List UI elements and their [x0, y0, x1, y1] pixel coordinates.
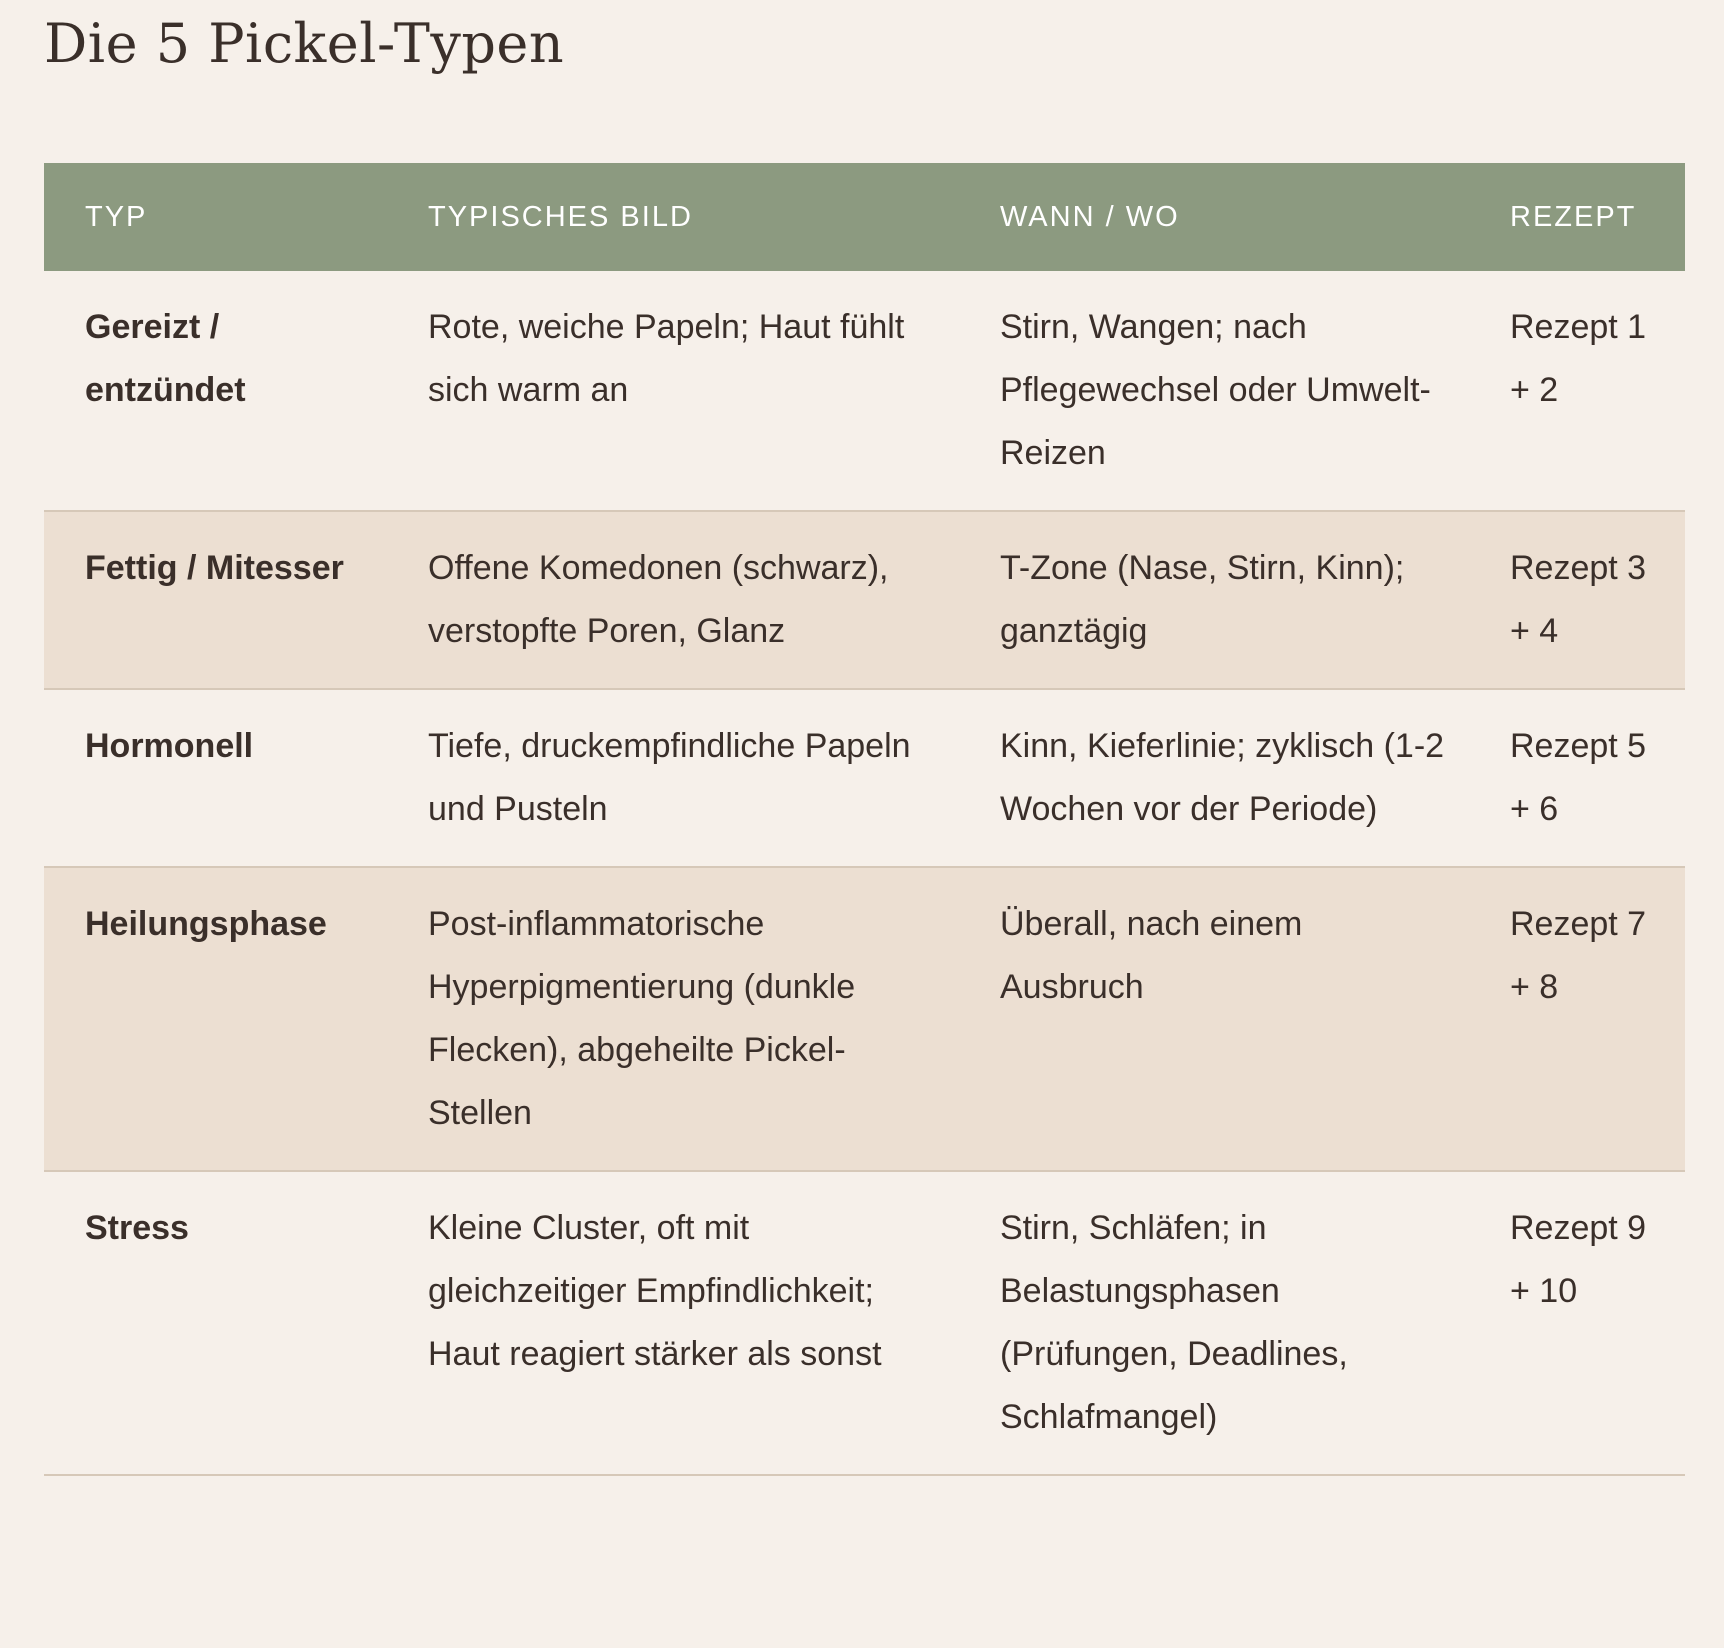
- cell-rezept: Rezept 5 + 6: [1469, 689, 1685, 867]
- cell-typ: Stress: [44, 1171, 387, 1475]
- cell-wann-wo: T-Zone (Nase, Stirn, Kinn); ganztägig: [959, 511, 1469, 689]
- column-header-typisches-bild: TYPISCHES BILD: [428, 200, 693, 233]
- cell-rezept: Rezept 1 + 2: [1469, 271, 1685, 511]
- pimple-types-table: [44, 163, 1685, 1476]
- cell-typisches-bild: Offene Komedonen (schwarz), verstopfte Poren, Glanz: [387, 511, 959, 689]
- table-row: [44, 867, 1685, 1171]
- cell-wann-wo: Kinn, Kieferlinie; zyklisch (1-2 Wochen vor der Periode): [959, 689, 1469, 867]
- table-row: [44, 271, 1685, 511]
- table-row: [44, 689, 1685, 867]
- table-row: [44, 511, 1685, 689]
- cell-typisches-bild: Kleine Cluster, oft mit gleichzeitiger Empfindlichkeit; Haut reagiert stärker als sonst: [387, 1171, 959, 1475]
- table-row: [44, 1171, 1685, 1475]
- cell-typisches-bild: Post-inflammatorische Hyperpigmentierung (dunkle Flecken), abgeheilte Pickel-Stellen: [387, 867, 959, 1171]
- page-title: Die 5 Pickel-Typen: [44, 12, 565, 75]
- cell-typ: Fettig / Mitesser: [44, 511, 387, 689]
- cell-wann-wo: Überall, nach einem Ausbruch: [959, 867, 1469, 1171]
- table-header: [44, 163, 1685, 271]
- cell-wann-wo: Stirn, Wangen; nach Pflegewechsel oder Umwelt-Reizen: [959, 271, 1469, 511]
- cell-typ: Gereizt / entzündet: [44, 271, 387, 511]
- column-header-wann-wo: WANN / WO: [1000, 200, 1180, 233]
- cell-typisches-bild: Tiefe, druckempfindliche Papeln und Pusteln: [387, 689, 959, 867]
- cell-rezept: Rezept 7 + 8: [1469, 867, 1685, 1171]
- cell-typisches-bild: Rote, weiche Papeln; Haut fühlt sich warm an: [387, 271, 959, 511]
- cell-typ: Heilungsphase: [44, 867, 387, 1171]
- table-body: [44, 271, 1685, 1475]
- cell-rezept: Rezept 3 + 4: [1469, 511, 1685, 689]
- column-header-typ: TYP: [85, 200, 148, 233]
- cell-wann-wo: Stirn, Schläfen; in Belastungsphasen (Prüfungen, Deadlines, Schlafmangel): [959, 1171, 1469, 1475]
- cell-typ: Hormonell: [44, 689, 387, 867]
- column-header-rezept: REZEPT: [1510, 200, 1637, 233]
- table-header-row: [44, 163, 1685, 271]
- cell-rezept: Rezept 9 + 10: [1469, 1171, 1685, 1475]
